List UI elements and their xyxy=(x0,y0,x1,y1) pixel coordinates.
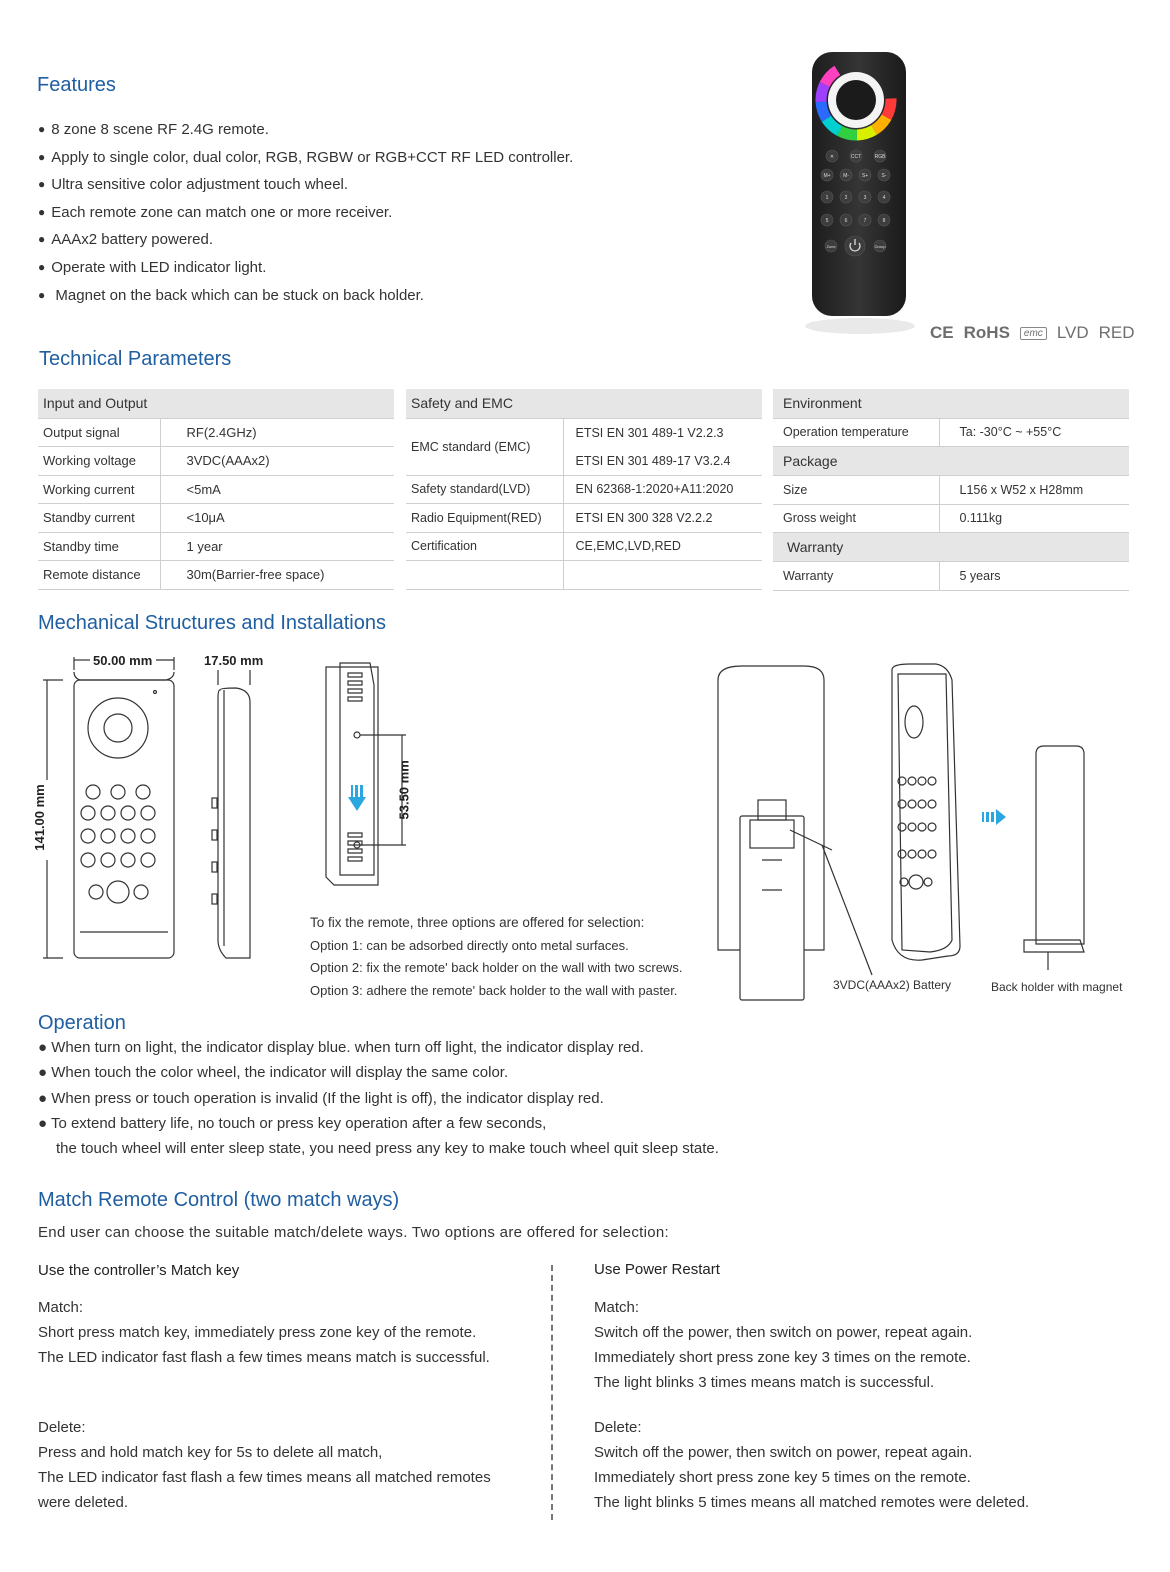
table-row: Remote distance 30m(Barrier-free space) xyxy=(38,561,394,590)
remote-key-label: 4 xyxy=(882,195,886,201)
remote-key-label: ✕ xyxy=(829,154,835,160)
battery-holder-drawing xyxy=(712,660,1132,1005)
table-row xyxy=(406,561,762,590)
safety-emc-table xyxy=(406,389,762,590)
remote-product-image xyxy=(800,48,920,338)
red-mark: RED xyxy=(1098,323,1135,342)
emc-mark: emc xyxy=(1020,327,1047,340)
dimension-depth: 17.50 mm xyxy=(204,653,264,668)
table-row: Working voltage 3VDC(AAAx2) xyxy=(38,447,394,476)
list-item: The light blinks 3 times means match is successful. xyxy=(594,1374,935,1391)
remote-key-label: RGB xyxy=(874,154,886,160)
table-header: Package xyxy=(773,447,1129,476)
match-label: Match: xyxy=(594,1299,640,1316)
list-item: Immediately short press zone key 5 times on the remote. xyxy=(594,1469,971,1486)
dimension-holes: 53.50 mm xyxy=(396,760,412,820)
technical-title: Technical Parameters xyxy=(39,348,232,370)
list-item: Switch off the power, then switch on power, repeat again. xyxy=(594,1324,973,1341)
list-item: The light blinks 5 times means all matched remotes were deleted. xyxy=(594,1494,1030,1511)
remote-key-label: Zone xyxy=(826,244,836,249)
remote-key-label: 2 xyxy=(844,195,848,201)
operation-list xyxy=(38,1037,719,1163)
list-item: were deleted. xyxy=(38,1494,129,1511)
certification-marks xyxy=(930,323,1135,343)
right-arrow-icon xyxy=(982,809,1006,825)
emc-value: ETSI EN 301 489-17 V3.2.4 xyxy=(575,453,731,468)
dimension-height: 141.00 mm xyxy=(31,784,47,851)
battery-caption: 3VDC(AAAx2) Battery xyxy=(833,978,952,992)
table-row: Certification CE,EMC,LVD,RED xyxy=(406,532,762,561)
holder-caption: Back holder with magnet xyxy=(991,980,1123,994)
list-item: ● AAAx2 battery powered. xyxy=(38,228,573,256)
remote-key-label: 3 xyxy=(863,195,867,201)
fix-option: Option 1: can be adsorbed directly onto metal surfaces. xyxy=(310,938,629,953)
list-item: ● When turn on light, the indicator display blue. when turn off light, the indicator display red. xyxy=(38,1039,644,1056)
mechanical-title: Mechanical Structures and Installations xyxy=(38,612,386,634)
remote-key-label: 7 xyxy=(863,218,867,224)
table-row: Gross weight 0.111kg xyxy=(773,504,1129,533)
remote-key-label: M+ xyxy=(823,173,831,179)
remote-key-label: Group xyxy=(874,244,886,249)
remote-key-label: S- xyxy=(881,173,887,179)
list-item: Press and hold match key for 5s to delete all match, xyxy=(38,1444,383,1461)
ce-mark: CE xyxy=(930,323,954,342)
column-divider xyxy=(551,1265,553,1520)
table-row: Standby time 1 year xyxy=(38,532,394,561)
match-right-column xyxy=(594,1259,1029,1517)
table-header: Environment xyxy=(773,389,1129,418)
table-row: Warranty 5 years xyxy=(773,562,1129,591)
list-item: ● Each remote zone can match one or more receiver. xyxy=(38,201,573,229)
remote-key-label: 8 xyxy=(882,218,886,224)
remote-key-label: S+ xyxy=(861,173,869,179)
table-row: Operation temperature Ta: -30°C ~ +55°C xyxy=(773,418,1129,447)
list-item: The LED indicator fast flash a few times means all matched remotes xyxy=(38,1469,491,1486)
down-arrow-icon xyxy=(348,785,366,811)
fix-option: Option 3: adhere the remote' back holder to the wall with paster. xyxy=(310,983,678,998)
table-header: Safety and EMC xyxy=(406,389,762,418)
list-item: ● Ultra sensitive color adjustment touch wheel. xyxy=(38,173,573,201)
fix-options-title: To fix the remote, three options are offered for selection: xyxy=(310,915,645,930)
table-row: Radio Equipment(RED) ETSI EN 300 328 V2.2.2 xyxy=(406,504,762,533)
match-intro: End user can choose the suitable match/delete ways. Two options are offered for selection: xyxy=(38,1224,669,1241)
list-item: ● When press or touch operation is invalid (If the light is off), the indicator display red. xyxy=(38,1089,604,1107)
table-row: Output signal RF(2.4GHz) xyxy=(38,418,394,447)
fix-option: Option 2: fix the remote' back holder on the wall with two screws. xyxy=(310,960,683,975)
remote-key-label: CCT xyxy=(850,154,862,160)
list-item: ● When touch the color wheel, the indicator will display the same color. xyxy=(38,1064,509,1082)
environment-table xyxy=(773,389,1129,591)
table-row: EMC standard (EMC) ETSI EN 301 489-1 V2.2.3 ETSI EN 301 489-17 V3.2.4 xyxy=(406,418,762,475)
list-item: Switch off the power, then switch on power, repeat again. xyxy=(594,1444,973,1461)
list-item: ● To extend battery life, no touch or press key operation after a few seconds, xyxy=(38,1114,547,1132)
delete-label: Delete: xyxy=(38,1419,86,1436)
remote-key-label: 1 xyxy=(825,195,829,201)
table-row: Safety standard(LVD) EN 62368-1:2020+A11:2020 xyxy=(406,475,762,504)
delete-label: Delete: xyxy=(594,1419,642,1436)
list-item: Short press match key, immediately press zone key of the remote. xyxy=(38,1324,477,1341)
list-item: ● Apply to single color, dual color, RGB, RGBW or RGB+CCT RF LED controller. xyxy=(38,146,573,174)
features-list xyxy=(38,118,573,311)
table-header: Input and Output xyxy=(38,389,394,418)
list-item: Immediately short press zone key 3 times on the remote. xyxy=(594,1349,971,1366)
list-item: ● 8 zone 8 scene RF 2.4G remote. xyxy=(38,118,573,146)
table-row: Size L156 x W52 x H28mm xyxy=(773,476,1129,505)
list-item: ● Magnet on the back which can be stuck on back holder. xyxy=(38,284,573,312)
remote-key-label: 6 xyxy=(844,218,848,224)
list-item: The LED indicator fast flash a few times means match is successful. xyxy=(38,1349,490,1366)
table-row: Working current <5mA xyxy=(38,475,394,504)
remote-key-label: M- xyxy=(843,173,849,179)
list-item: the touch wheel will enter sleep state, you need press any key to make touch wheel quit sleep state. xyxy=(56,1140,719,1158)
table-row: Standby current <10μA xyxy=(38,504,394,533)
match-left-column xyxy=(38,1260,491,1517)
match-left-heading: Use the controller’s Match key xyxy=(38,1262,240,1279)
match-title: Match Remote Control (two match ways) xyxy=(38,1189,400,1211)
lvd-mark: LVD xyxy=(1056,323,1089,342)
operation-title: Operation xyxy=(38,1012,126,1034)
list-item: ● Operate with LED indicator light. xyxy=(38,256,573,284)
emc-value: ETSI EN 301 489-1 V2.2.3 xyxy=(575,425,724,440)
dimension-width: 50.00 mm xyxy=(93,653,153,668)
front-view-drawing xyxy=(38,650,268,980)
remote-key-label: 5 xyxy=(825,218,829,224)
match-right-heading: Use Power Restart xyxy=(594,1261,720,1278)
input-output-table xyxy=(38,389,394,590)
match-label: Match: xyxy=(38,1299,84,1316)
rohs-mark: RoHS xyxy=(963,323,1010,342)
table-header: Warranty xyxy=(773,533,1129,562)
features-title: Features xyxy=(37,74,116,96)
